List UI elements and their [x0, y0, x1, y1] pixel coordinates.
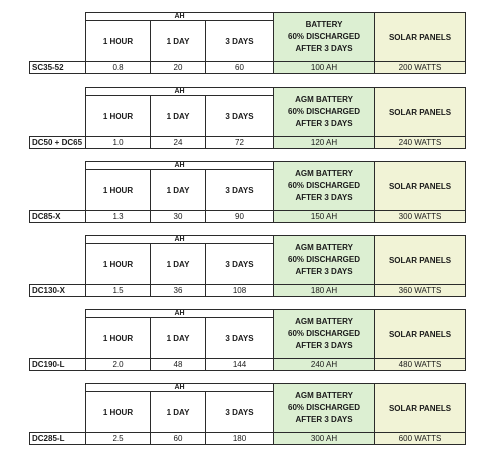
solar-value: 360 WATTS [375, 285, 466, 297]
solar-header: SOLAR PANELS [375, 13, 466, 62]
battery-header-line: 60% DISCHARGED [288, 403, 361, 412]
corner-cell [30, 88, 86, 137]
solar-value: 200 WATTS [375, 62, 466, 74]
hour-value: 1.3 [86, 211, 151, 223]
battery-header [274, 162, 375, 211]
table-row [30, 359, 466, 371]
model-name: SC35-52 [30, 62, 86, 74]
solar-header: SOLAR PANELS [375, 310, 466, 359]
model-name: DC50 + DC65 [30, 137, 86, 149]
sizing-table [29, 309, 465, 371]
day-value: 36 [151, 285, 206, 297]
days3-value: 72 [206, 137, 274, 149]
ah-header: AH [86, 13, 274, 21]
solar-value: 480 WATTS [375, 359, 466, 371]
solar-header: SOLAR PANELS [375, 384, 466, 433]
battery-header [274, 384, 375, 433]
battery-value: 150 AH [274, 211, 375, 223]
hour-value: 1.5 [86, 285, 151, 297]
corner-cell [30, 162, 86, 211]
table-row [30, 137, 466, 149]
table-row [30, 211, 466, 223]
battery-header-line: AGM BATTERY [295, 169, 353, 178]
table-row [30, 285, 466, 297]
battery-header-line: 60% DISCHARGED [288, 255, 361, 264]
battery-header-line: AFTER 3 DAYS [295, 415, 353, 424]
battery-header [274, 13, 375, 62]
sizing-table [29, 235, 465, 297]
days3-value: 180 [206, 433, 274, 445]
battery-header-line: 60% DISCHARGED [288, 181, 361, 190]
battery-value: 100 AH [274, 62, 375, 74]
hour-value: 0.8 [86, 62, 151, 74]
corner-cell [30, 384, 86, 433]
day-header: 1 DAY [151, 318, 206, 359]
days3-value: 60 [206, 62, 274, 74]
days3-value: 108 [206, 285, 274, 297]
battery-value: 120 AH [274, 137, 375, 149]
hour-header: 1 HOUR [86, 21, 151, 62]
ah-header: AH [86, 88, 274, 96]
sizing-table [29, 12, 465, 74]
battery-value: 180 AH [274, 285, 375, 297]
days3-header: 3 DAYS [206, 244, 274, 285]
battery-header [274, 88, 375, 137]
battery-header-line: AGM BATTERY [295, 95, 353, 104]
battery-header-line: AGM BATTERY [295, 391, 353, 400]
hour-value: 1.0 [86, 137, 151, 149]
hour-value: 2.5 [86, 433, 151, 445]
hour-header: 1 HOUR [86, 392, 151, 433]
days3-header: 3 DAYS [206, 96, 274, 137]
table-row [30, 62, 466, 74]
ah-header: AH [86, 384, 274, 392]
hour-value: 2.0 [86, 359, 151, 371]
solar-header: SOLAR PANELS [375, 88, 466, 137]
day-header: 1 DAY [151, 21, 206, 62]
day-value: 30 [151, 211, 206, 223]
ah-header: AH [86, 236, 274, 244]
days3-value: 90 [206, 211, 274, 223]
solar-value: 240 WATTS [375, 137, 466, 149]
day-header: 1 DAY [151, 392, 206, 433]
battery-header-line: 60% DISCHARGED [288, 107, 361, 116]
battery-header-line: AGM BATTERY [295, 243, 353, 252]
model-name: DC190-L [30, 359, 86, 371]
battery-header-line: AFTER 3 DAYS [295, 341, 353, 350]
battery-value: 240 AH [274, 359, 375, 371]
hour-header: 1 HOUR [86, 170, 151, 211]
sizing-table-grid [29, 12, 466, 74]
day-value: 60 [151, 433, 206, 445]
solar-header: SOLAR PANELS [375, 236, 466, 285]
day-header: 1 DAY [151, 244, 206, 285]
day-value: 48 [151, 359, 206, 371]
battery-header-line: 60% DISCHARGED [288, 329, 361, 338]
sizing-table-grid [29, 235, 466, 297]
battery-header-line: AGM BATTERY [295, 317, 353, 326]
solar-value: 600 WATTS [375, 433, 466, 445]
sizing-table [29, 161, 465, 223]
battery-header-line: AFTER 3 DAYS [295, 267, 353, 276]
battery-header [274, 236, 375, 285]
sizing-table [29, 87, 465, 149]
sizing-table-grid [29, 161, 466, 223]
model-name: DC85-X [30, 211, 86, 223]
model-name: DC130-X [30, 285, 86, 297]
solar-header: SOLAR PANELS [375, 162, 466, 211]
day-value: 20 [151, 62, 206, 74]
battery-header [274, 310, 375, 359]
day-header: 1 DAY [151, 96, 206, 137]
days3-header: 3 DAYS [206, 21, 274, 62]
sizing-table-grid [29, 309, 466, 371]
days3-header: 3 DAYS [206, 318, 274, 359]
sizing-table [29, 383, 465, 445]
model-name: DC285-L [30, 433, 86, 445]
sizing-table-grid [29, 383, 466, 445]
battery-header-line: AFTER 3 DAYS [295, 44, 353, 53]
ah-header: AH [86, 310, 274, 318]
solar-value: 300 WATTS [375, 211, 466, 223]
days3-header: 3 DAYS [206, 170, 274, 211]
table-row [30, 433, 466, 445]
sizing-table-grid [29, 87, 466, 149]
ah-header: AH [86, 162, 274, 170]
day-header: 1 DAY [151, 170, 206, 211]
battery-header-line: AFTER 3 DAYS [295, 193, 353, 202]
days3-header: 3 DAYS [206, 392, 274, 433]
day-value: 24 [151, 137, 206, 149]
corner-cell [30, 13, 86, 62]
battery-header-line: AFTER 3 DAYS [295, 119, 353, 128]
corner-cell [30, 310, 86, 359]
corner-cell [30, 236, 86, 285]
hour-header: 1 HOUR [86, 96, 151, 137]
hour-header: 1 HOUR [86, 244, 151, 285]
battery-value: 300 AH [274, 433, 375, 445]
days3-value: 144 [206, 359, 274, 371]
battery-header-line: 60% DISCHARGED [288, 32, 361, 41]
hour-header: 1 HOUR [86, 318, 151, 359]
battery-header-line: BATTERY [305, 20, 343, 29]
